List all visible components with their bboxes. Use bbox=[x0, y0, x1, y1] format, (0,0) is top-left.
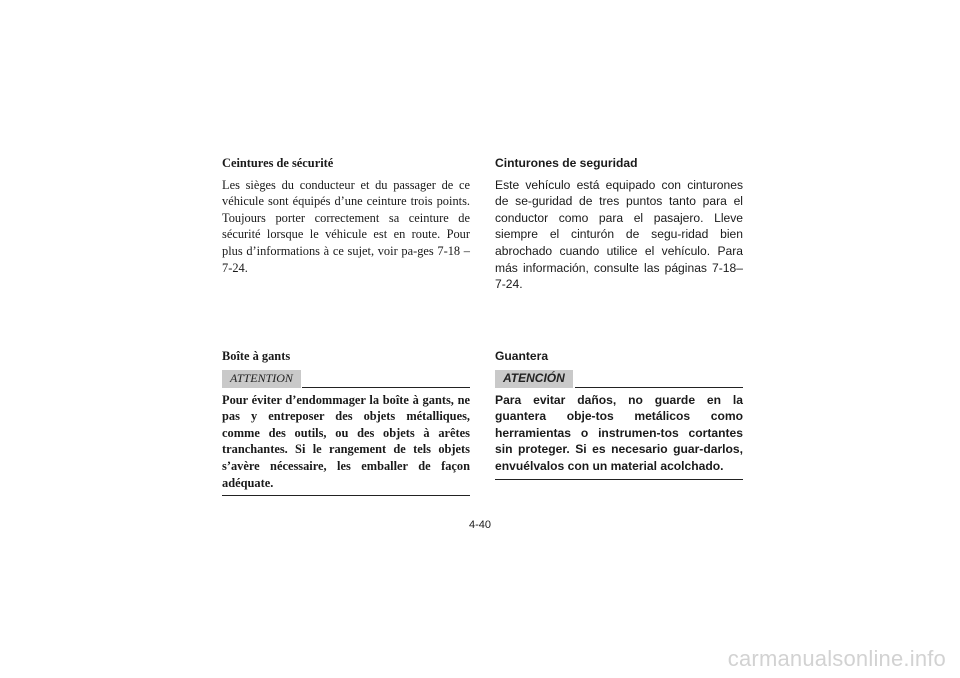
spanish-caution-text: Para evitar daños, no guarde en la guantera obje-tos metálicos como herramientas o instrumen-tos cortantes sin proteger. Si es necesario guar-darlos, envuélvalos con un material acolchado. bbox=[495, 392, 743, 473]
spanish-caution-rule bbox=[575, 387, 743, 388]
french-caution-rule bbox=[302, 387, 470, 388]
spanish-glovebox-heading: Guantera bbox=[495, 349, 549, 363]
spanish-seatbelt-body: Este vehículo está equipado con cinturones de se-guridad de tres puntos tanto para el conductor como para el pasajero. Lleve siempre el cinturón de segu-ridad bien abrochado cuando utilice el vehículo. Para más información, consulte las páginas 7-18–7-24. bbox=[495, 177, 743, 292]
french-seatbelt-body: Les sièges du conducteur et du passager de ce véhicule sont équipés d’une ceinture trois points. Toujours porter correctement sa ceinture de sécurité lorsque le véhicule est en route. Pour plus d’informations à ce sujet, voir pa-ges 7-18 – 7-24. bbox=[222, 177, 470, 275]
watermark: carmanualsonline.info bbox=[727, 646, 946, 671]
spanish-glovebox-section bbox=[495, 348, 743, 480]
french-glovebox-heading: Boîte à gants bbox=[222, 349, 291, 363]
french-seatbelt-heading: Ceintures de sécurité bbox=[222, 156, 334, 170]
french-caution-badge: ATTENTION bbox=[222, 370, 301, 388]
spanish-caution-header bbox=[495, 370, 743, 392]
spanish-seatbelt-heading: Cinturones de seguridad bbox=[495, 156, 638, 170]
spanish-caution-badge: ATENCIÓN bbox=[495, 370, 573, 388]
spanish-seatbelt-section bbox=[495, 155, 743, 293]
french-seatbelt-section bbox=[222, 155, 470, 276]
french-caution-text: Pour éviter d’endommager la boîte à gants, ne pas y entreposer des objets métalliques, comme des outils, ou des objets à arêtes tranchantes. Si le rangement de tels objets s’avère nécessaire, les emballer de façon adéquate. bbox=[222, 392, 470, 490]
french-glovebox-section bbox=[222, 348, 470, 496]
french-caution-header bbox=[222, 370, 470, 392]
french-caution-end-rule bbox=[222, 495, 470, 496]
spanish-caution-end-rule bbox=[495, 479, 743, 480]
page-number: 4-40 bbox=[468, 519, 492, 531]
